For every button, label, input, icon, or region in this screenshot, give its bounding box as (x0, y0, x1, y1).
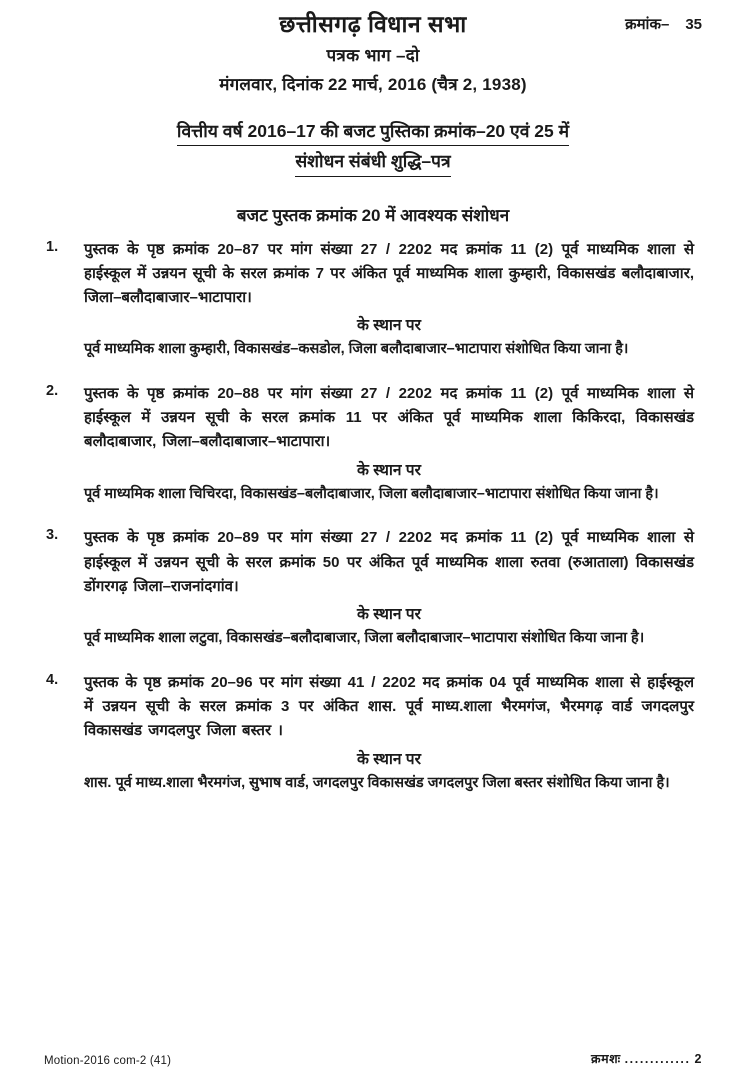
main-heading-line-2: संशोधन संबंधी शुद्धि–पत्र (295, 149, 450, 176)
document-subtitle: पत्रक भाग –दो (326, 45, 420, 65)
ke-sthan-par-label: के स्थान पर (357, 750, 421, 768)
item-replacement-text: पूर्व माध्यमिक शाला चिचिरदा, विकासखंड–बलौदाबाजार, जिला बलौदाबाजार–भाटापारा संशोधित किया जाना है। (84, 485, 659, 502)
item-text: पुस्तक के पृष्ठ क्रमांक 20–88 पर मांग संख्या 27 / 2202 मद क्रमांक 11 (2) पूर्व माध्यमिक शाला से हाईस्कूल में उन्नयन सूची के सरल क्रमांक 11 पर अंकित पूर्व माध्यमिक शाला किकिरदा, विकासखंड बलौदाबाजार, जिला–बलौदाबाजार–भाटापारा। (84, 384, 694, 451)
footer-dots: ............. (624, 1052, 691, 1066)
main-heading-line-1: वित्तीय वर्ष 2016–17 की बजट पुस्तिका क्रमांक–20 एवं 25 में (177, 119, 569, 146)
item-text: पुस्तक के पृष्ठ क्रमांक 20–89 पर मांग संख्या 27 / 2202 मद क्रमांक 11 (2) पूर्व माध्यमिक शाला से हाईस्कूल में उन्नयन सूची के सरल क्रमांक 50 पर अंकित पूर्व माध्यमिक शाला रुतवा (रुआताला) विकासखंड डोंगरगढ़ जिला–राजनांदगांव। (84, 529, 694, 595)
list-item (44, 238, 702, 362)
item-number: 3. (46, 527, 59, 544)
item-body (84, 671, 694, 795)
main-heading (44, 119, 702, 177)
serial-label: क्रमांक– (625, 16, 670, 33)
item-body (84, 238, 694, 362)
item-replacement-text: पूर्व माध्यमिक शाला लटुवा, विकासखंड–बलौदाबाजार, जिला बलौदाबाजार–भाटापारा संशोधित किया जाना है। (84, 630, 645, 647)
list-item (44, 671, 702, 795)
ke-sthan-par-label: के स्थान पर (357, 317, 421, 335)
serial-number: 35 (685, 16, 702, 33)
item-number: 4. (46, 671, 59, 688)
item-body (84, 526, 694, 650)
ke-sthan-par-label: के स्थान पर (357, 606, 421, 624)
footer-page-number: 2 (694, 1052, 702, 1066)
page-footer (44, 1050, 702, 1067)
item-number: 1. (46, 238, 59, 255)
item-replacement-text: पूर्व माध्यमिक शाला कुम्हारी, विकासखंड–कसडोल, जिला बलौदाबाजार–भाटापारा संशोधित किया जाना है। (84, 341, 629, 358)
item-replacement-text: शास. पूर्व माध्य.शाला भैरमगंज, सुभाष वार्ड, जगदलपुर विकासखंड जगदलपुर जिला बस्तर संशोधित किया जाना है। (84, 774, 670, 791)
document-date: मंगलवार, दिनांक 22 मार्च, 2016 (चैत्र 2, 1938) (219, 74, 527, 94)
serial-number-block (625, 14, 702, 34)
amendment-list (44, 238, 702, 796)
item-text: पुस्तक के पृष्ठ क्रमांक 20–87 पर मांग संख्या 27 / 2202 मद क्रमांक 11 (2) पूर्व माध्यमिक शाला से हाईस्कूल में उन्नयन सूची के सरल क्रमांक 7 पर अंकित पूर्व माध्यमिक शाला कुम्हारी, विकासखंड बलौदाबाजार, जिला–बलौदाबाजार–भाटापारा। (84, 240, 694, 307)
list-item (44, 526, 702, 650)
ke-sthan-par-label: के स्थान पर (357, 461, 421, 479)
item-body (84, 382, 694, 506)
item-text: पुस्तक के पृष्ठ क्रमांक 20–96 पर मांग संख्या 41 / 2202 मद क्रमांक 04 पूर्व माध्यमिक शाला से हाईस्कूल में उन्नयन सूची के सरल क्रमांक 3 पर अंकित शास. पूर्व माध्य.शाला भैरमगंज, भैरमगढ़ वार्ड जगदलपुर विकासखंड जगदलपुर जिला बस्तर । (84, 673, 694, 740)
list-item (44, 382, 702, 506)
item-number: 2. (46, 382, 59, 399)
document-header (44, 10, 702, 95)
footer-reference: Motion-2016 com-2 (41) (44, 1055, 172, 1067)
section-heading: बजट पुस्तक क्रमांक 20 में आवश्यक संशोधन (236, 205, 510, 225)
footer-continuation-label: क्रमशः (591, 1052, 621, 1066)
footer-continuation (591, 1050, 702, 1067)
page-title: छत्तीसगढ़ विधान सभा (279, 11, 467, 37)
